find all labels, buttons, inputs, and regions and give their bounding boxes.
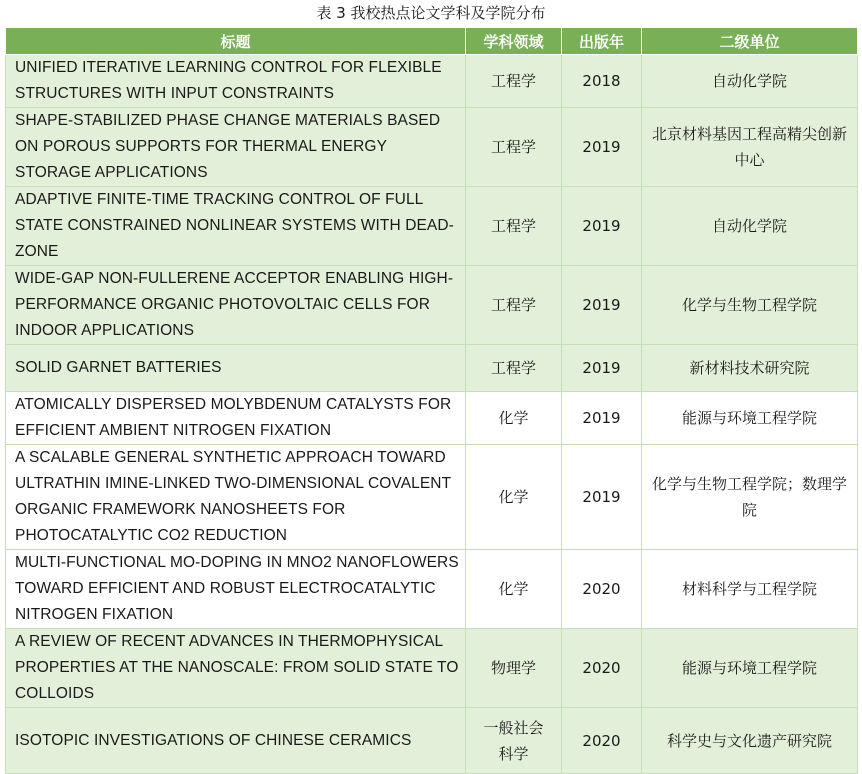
table-row (6, 445, 858, 550)
header-field: 学科领域 (466, 28, 562, 55)
header-unit: 二级单位 (642, 28, 858, 55)
cell-title: UNIFIED ITERATIVE LEARNING CONTROL FOR FLEXIBLE STRUCTURES WITH INPUT CONSTRAINTS (6, 55, 466, 108)
cell-unit: 自动化学院 (642, 187, 858, 266)
cell-title: WIDE-GAP NON-FULLERENE ACCEPTOR ENABLING HIGH-PERFORMANCE ORGANIC PHOTOVOLTAIC CELLS FOR INDOOR APPLICATIONS (6, 266, 466, 345)
cell-year: 2019 (562, 345, 642, 392)
table-row (6, 550, 858, 629)
cell-unit: 自动化学院 (642, 55, 858, 108)
hot-papers-table (5, 27, 858, 774)
cell-field: 工程学 (466, 266, 562, 345)
table-row (6, 708, 858, 774)
header-title: 标题 (6, 28, 466, 55)
cell-year: 2019 (562, 108, 642, 187)
cell-field: 工程学 (466, 187, 562, 266)
cell-field: 化学 (466, 445, 562, 550)
table-row (6, 629, 858, 708)
cell-unit: 材料科学与工程学院 (642, 550, 858, 629)
cell-field: 工程学 (466, 108, 562, 187)
cell-field: 工程学 (466, 345, 562, 392)
cell-unit: 科学史与文化遗产研究院 (642, 708, 858, 774)
table-row (6, 108, 858, 187)
cell-title: ATOMICALLY DISPERSED MOLYBDENUM CATALYSTS FOR EFFICIENT AMBIENT NITROGEN FIXATION (6, 392, 466, 445)
cell-field: 物理学 (466, 629, 562, 708)
cell-unit: 化学与生物工程学院；数理学院 (642, 445, 858, 550)
table-caption: 表 3 我校热点论文学科及学院分布 (316, 4, 546, 22)
table-row (6, 266, 858, 345)
cell-unit: 能源与环境工程学院 (642, 629, 858, 708)
cell-year: 2020 (562, 629, 642, 708)
table-row (6, 55, 858, 108)
cell-year: 2019 (562, 445, 642, 550)
header-row (6, 28, 858, 55)
cell-title: ADAPTIVE FINITE-TIME TRACKING CONTROL OF FULL STATE CONSTRAINED NONLINEAR SYSTEMS WITH DEAD-ZONE (6, 187, 466, 266)
cell-field: 化学 (466, 550, 562, 629)
cell-title: A SCALABLE GENERAL SYNTHETIC APPROACH TOWARD ULTRATHIN IMINE-LINKED TWO-DIMENSIONAL COVALENT ORGANIC FRAMEWORK NANOSHEETS FOR PHOTOCATALYTIC CO2 REDUCTION (6, 445, 466, 550)
cell-year: 2019 (562, 187, 642, 266)
cell-title: SHAPE-STABILIZED PHASE CHANGE MATERIALS BASED ON POROUS SUPPORTS FOR THERMAL ENERGY STORAGE APPLICATIONS (6, 108, 466, 187)
cell-unit: 新材料技术研究院 (642, 345, 858, 392)
cell-field: 工程学 (466, 55, 562, 108)
cell-title: ISOTOPIC INVESTIGATIONS OF CHINESE CERAMICS (6, 708, 466, 774)
table-row (6, 392, 858, 445)
table-row (6, 345, 858, 392)
cell-unit: 化学与生物工程学院 (642, 266, 858, 345)
table-row (6, 187, 858, 266)
cell-title: MULTI-FUNCTIONAL MO-DOPING IN MNO2 NANOFLOWERS TOWARD EFFICIENT AND ROBUST ELECTROCATALYTIC NITROGEN FIXATION (6, 550, 466, 629)
cell-year: 2018 (562, 55, 642, 108)
cell-title: A REVIEW OF RECENT ADVANCES IN THERMOPHYSICAL PROPERTIES AT THE NANOSCALE: FROM SOLID STATE TO COLLOIDS (6, 629, 466, 708)
header-year: 出版年 (562, 28, 642, 55)
cell-year: 2019 (562, 266, 642, 345)
cell-field: 化学 (466, 392, 562, 445)
cell-year: 2020 (562, 550, 642, 629)
cell-title: SOLID GARNET BATTERIES (6, 345, 466, 392)
cell-field: 一般社会科学 (466, 708, 562, 774)
cell-year: 2020 (562, 708, 642, 774)
cell-unit: 能源与环境工程学院 (642, 392, 858, 445)
cell-unit: 北京材料基因工程高精尖创新中心 (642, 108, 858, 187)
cell-year: 2019 (562, 392, 642, 445)
